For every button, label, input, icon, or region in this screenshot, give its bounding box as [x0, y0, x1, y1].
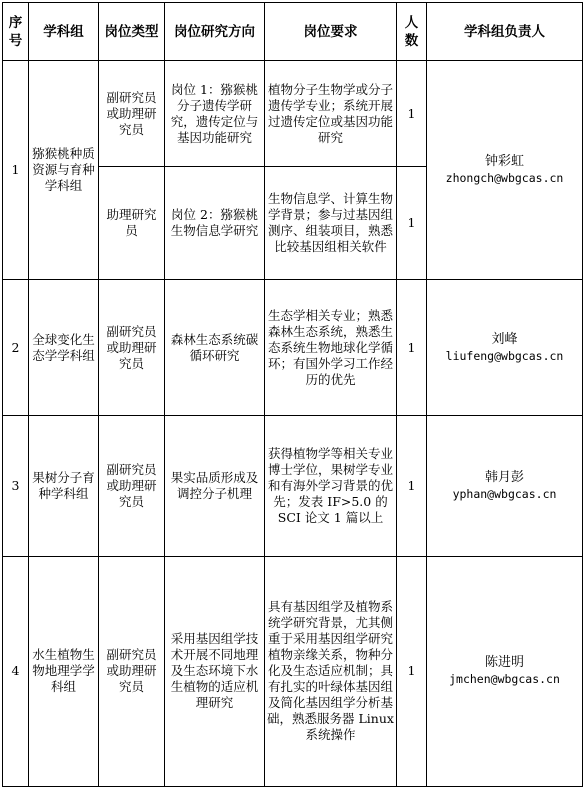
table-row	[3, 61, 583, 167]
requirement-cell: 生物信息学、计算生物学背景；参与过基因组测序、组装项目，熟悉比较基因组相关软件	[265, 167, 397, 280]
leader-email: jmchen@wbgcas.cn	[449, 672, 560, 687]
direction-cell: 果实品质形成及调控分子机理	[165, 416, 265, 556]
table-row	[3, 416, 583, 556]
direction-cell: 采用基因组学技术开展不同地理及生态环境下水生植物的适应机理研究	[165, 556, 265, 786]
header-type: 岗位类型	[99, 3, 165, 61]
leader-cell	[427, 61, 583, 280]
recruitment-table	[2, 2, 583, 787]
direction-cell: 岗位 2：猕猴桃生物信息学研究	[165, 167, 265, 280]
seq-cell: 4	[3, 556, 29, 786]
count-cell: 1	[397, 280, 427, 416]
leader-name: 钟彩虹	[484, 154, 524, 170]
seq-cell: 3	[3, 416, 29, 556]
leader-email: liufeng@wbgcas.cn	[445, 348, 564, 363]
header-direction: 岗位研究方向	[165, 3, 265, 61]
count-cell: 1	[397, 416, 427, 556]
header-seq: 序号	[3, 3, 29, 61]
leader-name: 韩月彭	[484, 470, 524, 486]
leader-cell	[427, 280, 583, 416]
group-cell: 全球变化生态学学科组	[29, 280, 99, 416]
type-cell: 副研究员或助理研究员	[99, 416, 165, 556]
type-cell: 副研究员或助理研究员	[99, 556, 165, 786]
header-group: 学科组	[29, 3, 99, 61]
header-requirement: 岗位要求	[265, 3, 397, 61]
direction-cell: 岗位 1：猕猴桃分子遗传学研究，遗传定位与基因功能研究	[165, 61, 265, 167]
header-count: 人数	[397, 3, 427, 61]
requirement-cell: 植物分子生物学或分子遗传学专业；系统开展过遗传定位或基因功能研究	[265, 61, 397, 167]
count-cell: 1	[397, 556, 427, 786]
count-cell: 1	[397, 61, 427, 167]
seq-cell: 2	[3, 280, 29, 416]
leader-cell	[427, 416, 583, 556]
header-row	[3, 3, 583, 61]
requirement-cell: 获得植物学等相关专业博士学位，果树学专业和有海外学习背景的优先；发表 IF>5.0 的 SCI 论文 1 篇以上	[265, 416, 397, 556]
leader-name: 陈进明	[484, 655, 524, 671]
group-cell: 猕猴桃种质资源与育种学科组	[29, 61, 99, 280]
type-cell: 副研究员或助理研究员	[99, 280, 165, 416]
type-cell: 副研究员或助理研究员	[99, 61, 165, 167]
table-row	[3, 280, 583, 416]
leader-name: 刘峰	[491, 331, 518, 347]
table-row	[3, 556, 583, 786]
leader-cell	[427, 556, 583, 786]
leader-email: zhongch@wbgcas.cn	[445, 171, 564, 186]
requirement-cell: 生态学相关专业；熟悉森林生态系统，熟悉生态系统生物地球化学循环；有国外学习工作经历的优先	[265, 280, 397, 416]
direction-cell: 森林生态系统碳循环研究	[165, 280, 265, 416]
requirement-cell: 具有基因组学及植物系统学研究背景，尤其侧重于采用基因组学研究植物亲缘关系，物种分化及生态适应机制；具有扎实的叶绿体基因组及简化基因组学分析基础，熟悉服务器 Linux 系统操作	[265, 556, 397, 786]
type-cell: 助理研究员	[99, 167, 165, 280]
group-cell: 果树分子育种学科组	[29, 416, 99, 556]
header-leader: 学科组负责人	[427, 3, 583, 61]
seq-cell: 1	[3, 61, 29, 280]
count-cell: 1	[397, 167, 427, 280]
leader-email: yphan@wbgcas.cn	[452, 487, 557, 502]
group-cell: 水生植物生物地理学学科组	[29, 556, 99, 786]
